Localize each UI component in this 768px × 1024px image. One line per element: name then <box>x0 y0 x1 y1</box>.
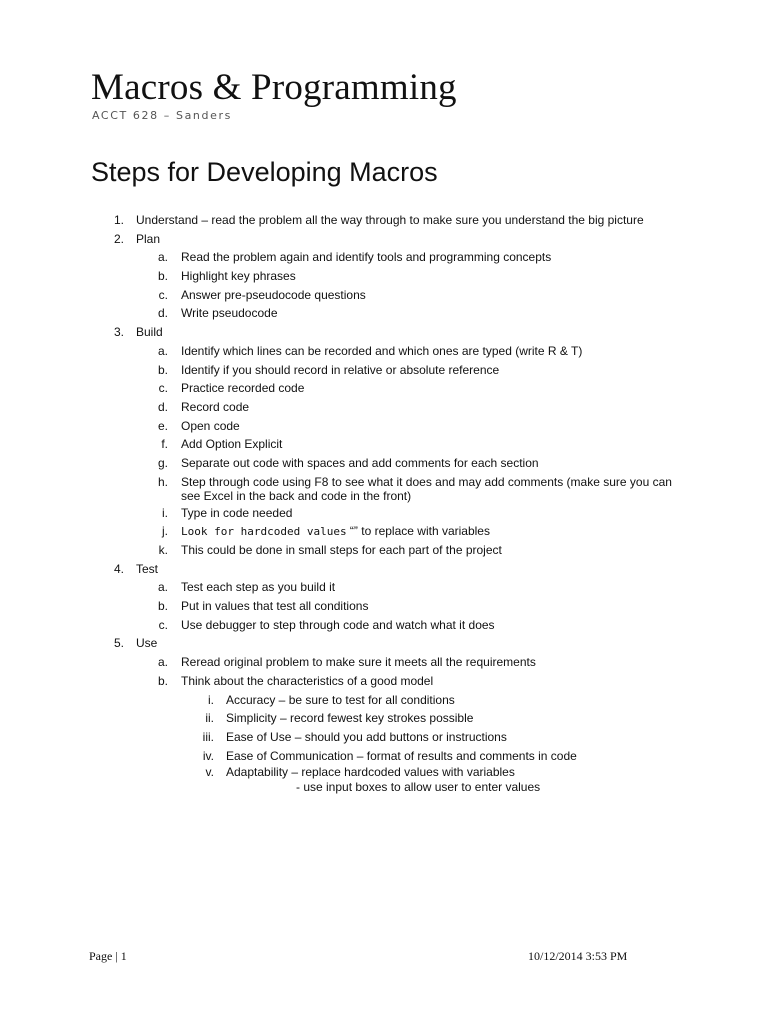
list-marker: k. <box>158 543 168 557</box>
mono-text: Look for hardcoded values <box>181 525 347 539</box>
list-item-text: Simplicity – record fewest key strokes possible <box>226 711 474 726</box>
list-item-text: Accuracy – be sure to test for all conditions <box>226 692 455 707</box>
list-marker: d. <box>157 306 168 321</box>
list-item-text: Test <box>136 561 159 576</box>
list-item <box>0 560 768 579</box>
list-marker: e. <box>157 418 168 433</box>
list-item-text: Step through code using F8 to see what it does and may add comments (make sure you can see Excel in the back and code in the front) <box>181 474 672 503</box>
list-item-text: Highlight key phrases <box>181 269 296 284</box>
list-item-text: Test each step as you build it <box>181 580 336 595</box>
list-item-text: Open code <box>181 418 240 433</box>
list-marker: c. <box>158 617 168 632</box>
list-marker: iv. <box>202 748 214 763</box>
page-number: Page | 1 <box>89 949 127 963</box>
list-marker: a. <box>157 343 168 358</box>
list-item-text: Type in code needed <box>181 505 293 520</box>
list-item <box>0 267 768 286</box>
list-item <box>0 230 768 249</box>
list-item <box>0 248 768 267</box>
list-item <box>0 304 768 323</box>
steps-list <box>0 211 768 795</box>
list-item <box>0 709 768 728</box>
list-item-text: Separate out code with spaces and add comments for each section <box>181 455 539 470</box>
list-marker: d. <box>157 399 168 414</box>
list-item-text: - use input boxes to allow user to enter values <box>296 780 541 795</box>
list-marker: a. <box>157 250 168 265</box>
list-marker: b. <box>157 362 168 377</box>
list-item-text: This could be done in small steps for each part of the project <box>181 543 502 557</box>
list-marker: 4. <box>113 561 124 576</box>
list-item-text: Ease of Use – should you add buttons or instructions <box>226 729 507 744</box>
list-item-text: Identify which lines can be recorded and which ones are typed (write R & T) <box>181 343 583 358</box>
list-marker: a. <box>157 580 168 595</box>
list-item-continuation <box>0 780 768 795</box>
list-marker: i. <box>208 692 214 707</box>
list-marker: 2. <box>113 231 124 246</box>
list-marker: 5. <box>113 636 124 651</box>
list-item <box>0 672 768 691</box>
list-marker: i. <box>162 505 168 520</box>
list-item-text: Adaptability – replace hardcoded values with variables <box>226 765 515 780</box>
list-marker: v. <box>205 765 214 780</box>
list-item-text: Plan <box>136 231 161 246</box>
list-item <box>0 286 768 305</box>
list-marker: 3. <box>113 325 124 340</box>
list-marker: c. <box>158 287 168 302</box>
footer-timestamp: 10/12/2014 3:53 PM <box>528 949 628 963</box>
list-marker: f. <box>161 437 168 452</box>
list-item <box>0 728 768 747</box>
list-marker: b. <box>157 599 168 614</box>
list-item <box>0 765 768 780</box>
list-item-text: Answer pre-pseudocode questions <box>181 287 366 302</box>
list-item <box>0 691 768 710</box>
list-item <box>0 634 768 653</box>
list-item-text-rest: “” to replace with variables <box>346 524 490 539</box>
list-item <box>0 454 768 473</box>
list-item <box>0 541 768 560</box>
list-item <box>0 417 768 436</box>
list-marker: b. <box>157 269 168 284</box>
list-item <box>0 578 768 597</box>
list-item-text: Add Option Explicit <box>181 437 283 452</box>
list-item-text: Use debugger to step through code and watch what it does <box>181 617 495 632</box>
list-item-text: Practice recorded code <box>181 381 305 396</box>
list-item <box>0 747 768 766</box>
list-item-text: Think about the characteristics of a good model <box>181 673 434 688</box>
document-subtitle: ACCT 628 – Sanders <box>92 109 232 122</box>
list-item <box>0 361 768 380</box>
list-item <box>0 473 768 504</box>
section-heading: Steps for Developing Macros <box>91 157 438 187</box>
document-title: Macros & Programming <box>91 67 457 108</box>
list-item-text: Read the problem again and identify tools and programming concepts <box>181 250 552 265</box>
list-item-text: Ease of Communication – format of results and comments in code <box>226 748 577 763</box>
list-item <box>0 342 768 361</box>
list-marker: c. <box>158 381 168 396</box>
list-item <box>0 616 768 635</box>
list-item <box>0 379 768 398</box>
list-marker: b. <box>157 673 168 688</box>
list-item <box>0 211 768 230</box>
list-item <box>0 522 768 541</box>
list-item <box>0 323 768 342</box>
list-item-text: Identify if you should record in relative or absolute reference <box>181 362 500 377</box>
list-marker: 1. <box>113 213 124 227</box>
list-item-text: Write pseudocode <box>181 306 278 321</box>
list-item-text: Use <box>136 636 158 651</box>
list-item-text: Put in values that test all conditions <box>181 599 369 614</box>
list-item <box>0 504 768 523</box>
list-marker: j. <box>162 524 168 539</box>
list-item <box>0 653 768 672</box>
list-item-text: Reread original problem to make sure it meets all the requirements <box>181 655 536 670</box>
list-marker: ii. <box>205 711 214 726</box>
list-marker: h. <box>157 474 168 489</box>
list-item <box>0 597 768 616</box>
list-item <box>0 435 768 454</box>
list-item-text: Understand – read the problem all the way through to make sure you understand the big picture <box>136 213 644 227</box>
list-item-text: Build <box>136 325 163 340</box>
list-item-text <box>181 524 681 539</box>
list-item-text: Record code <box>181 399 250 414</box>
list-marker: iii. <box>202 729 214 744</box>
list-marker: g. <box>157 455 168 470</box>
list-marker: a. <box>157 655 168 670</box>
list-item <box>0 398 768 417</box>
